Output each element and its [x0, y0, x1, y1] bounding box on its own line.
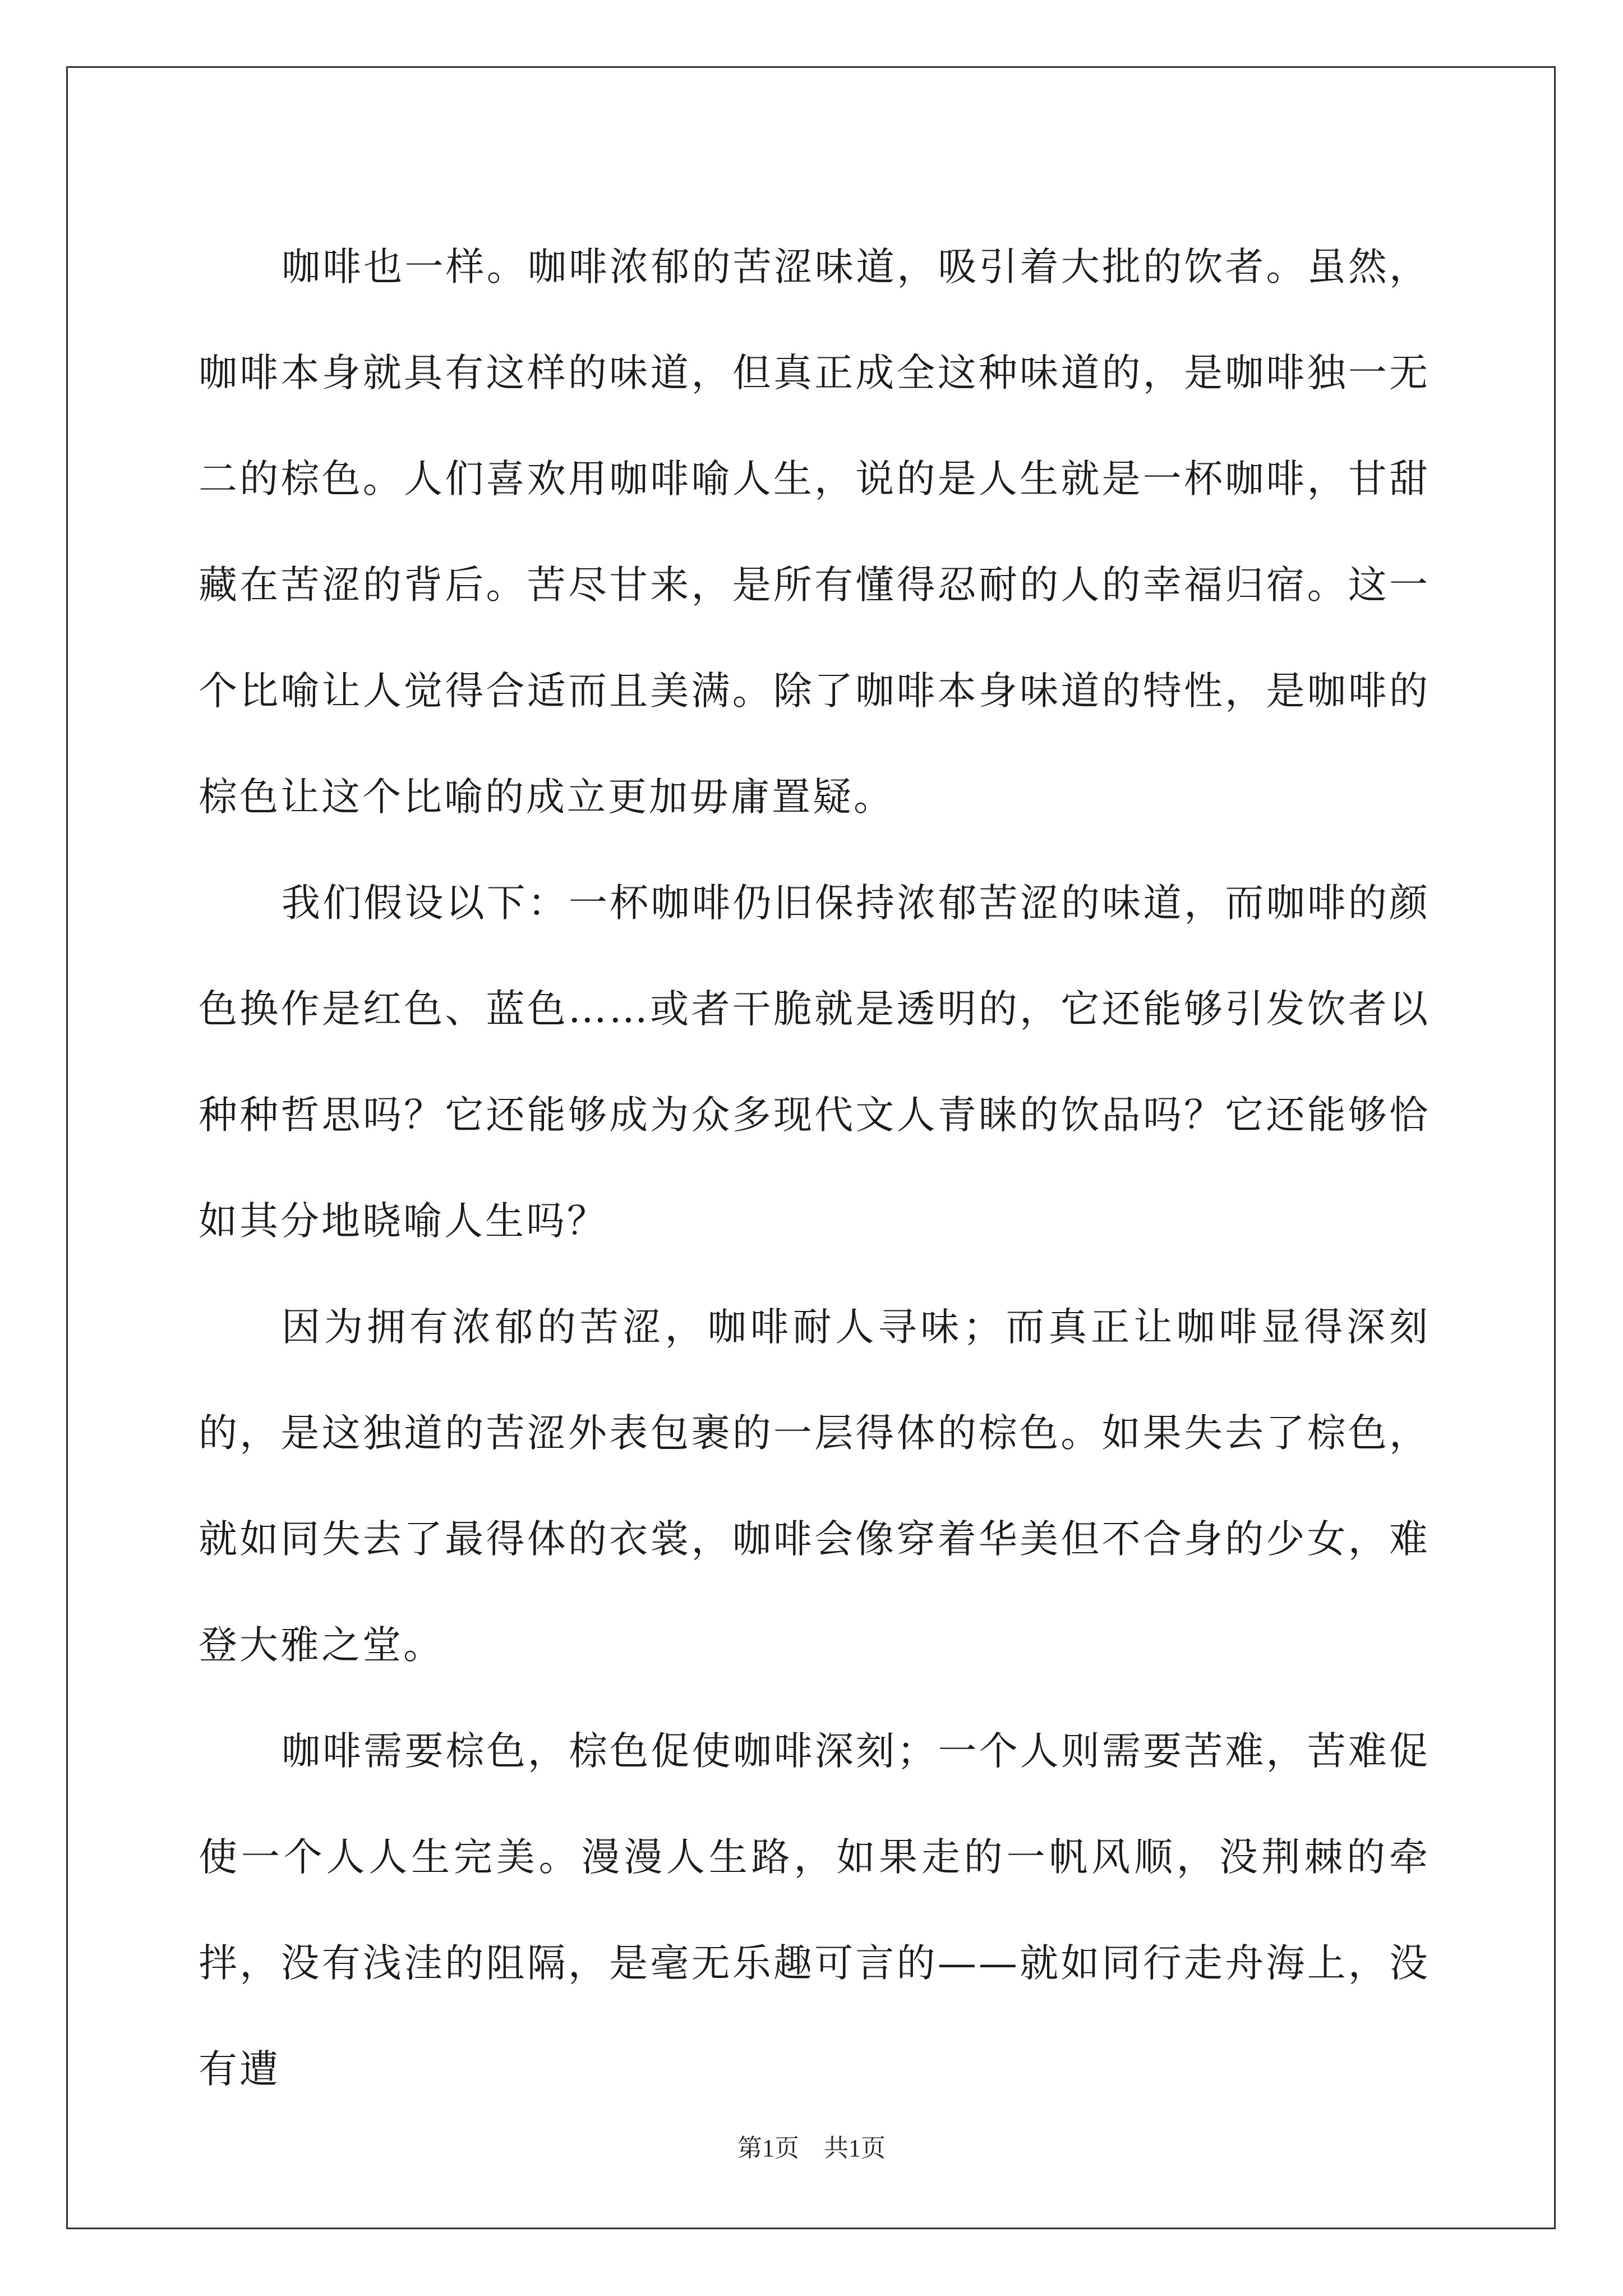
document-body: [199, 214, 1430, 2123]
page-footer: [0, 2132, 1623, 2165]
page-total: 共1页: [824, 2134, 886, 2162]
page-number: 第1页: [737, 2134, 799, 2162]
paragraph: 我们假设以下：一杯咖啡仍旧保持浓郁苦涩的味道，而咖啡的颜色换作是红色、蓝色……或者干脆就是透明的，它还能够引发饮者以种种哲思吗？它还能够成为众多现代文人青睐的饮品吗？它还能够恰如其分地晓喻人生吗？: [199, 881, 1430, 1244]
paragraph: 因为拥有浓郁的苦涩，咖啡耐人寻味；而真正让咖啡显得深刻的，是这独道的苦涩外表包裹的一层得体的棕色。如果失去了棕色，就如同失去了最得体的衣裳，咖啡会像穿着华美但不合身的少女，难登大雅之堂。: [199, 1305, 1430, 1668]
paragraph: 咖啡也一样。咖啡浓郁的苦涩味道，吸引着大批的饮者。虽然，咖啡本身就具有这样的味道，但真正成全这种味道的，是咖啡独一无二的棕色。人们喜欢用咖啡喻人生，说的是人生就是一杯咖啡，甘甜藏在苦涩的背后。苦尽甘来，是所有懂得忍耐的人的幸福归宿。这一个比喻让人觉得合适而且美满。除了咖啡本身味道的特性，是咖啡的棕色让这个比喻的成立更加毋庸置疑。: [199, 245, 1430, 820]
paragraph: 咖啡需要棕色，棕色促使咖啡深刻；一个人则需要苦难，苦难促使一个人人生完美。漫漫人生路，如果走的一帆风顺，没荆棘的牵拌，没有浅洼的阻隔，是毫无乐趣可言的——就如同行走舟海上，没有遭: [199, 1729, 1430, 2092]
